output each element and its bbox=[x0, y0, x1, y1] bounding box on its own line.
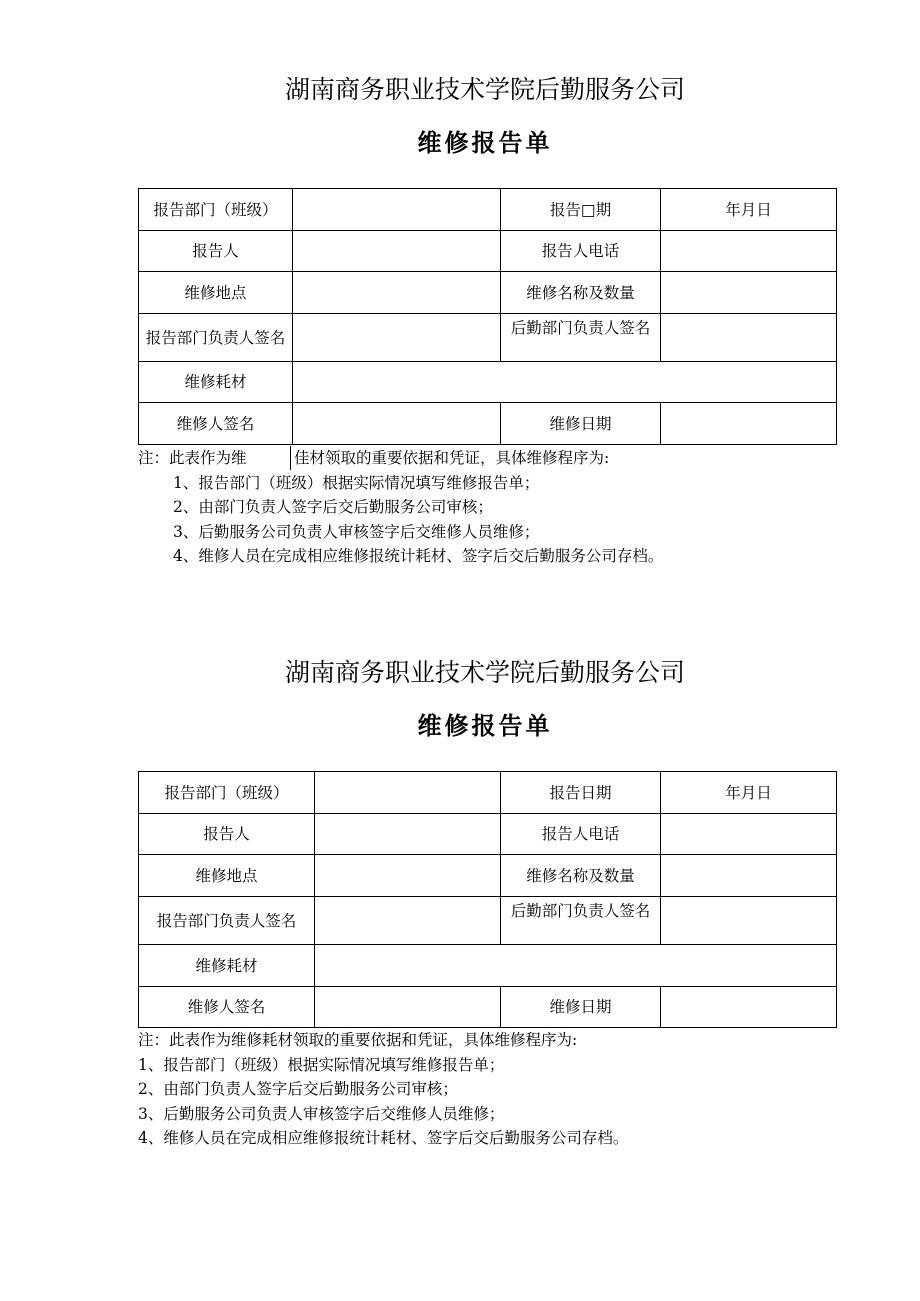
form-title: 维修报告单 bbox=[417, 128, 553, 157]
label-dept-head-signature: 报告部门负责人签名 bbox=[139, 314, 293, 362]
note-item: 2、由部门负责人签字后交后勤服务公司审核； bbox=[138, 1080, 458, 1098]
notes bbox=[138, 1028, 838, 1151]
label-repair-materials: 维修耗材 bbox=[139, 362, 293, 403]
label-dept-head-signature: 报告部门负责人签名 bbox=[139, 897, 315, 945]
field-report-date[interactable]: 年月日 bbox=[661, 189, 837, 231]
field-report-date[interactable]: 年月日 bbox=[661, 772, 837, 814]
note-item: 2、由部门负责人签字后交后勤服务公司审核； bbox=[173, 498, 493, 516]
table-row bbox=[139, 855, 837, 897]
field-repairer-signature[interactable] bbox=[315, 987, 501, 1028]
label-repairer-signature: 维修人签名 bbox=[139, 987, 315, 1028]
label-report-dept: 报告部门（班级） bbox=[139, 189, 293, 231]
field-repair-item-qty[interactable] bbox=[661, 855, 837, 897]
label-repair-materials: 维修耗材 bbox=[139, 945, 315, 987]
label-repair-item-qty: 维修名称及数量 bbox=[501, 272, 661, 314]
field-logistics-head-signature[interactable] bbox=[661, 897, 837, 945]
label-logistics-head-signature: 后勤部门负责人签名 bbox=[501, 897, 661, 945]
field-logistics-head-signature[interactable] bbox=[661, 314, 837, 362]
note-head: 注：此表作为维修耗材领取的重要依据和凭证，具体维修程序为: bbox=[138, 1031, 578, 1049]
field-repair-date[interactable] bbox=[661, 403, 837, 445]
field-reporter-phone[interactable] bbox=[661, 231, 837, 272]
table-row bbox=[139, 772, 837, 814]
label-report-dept: 报告部门（班级） bbox=[139, 772, 315, 814]
note-item: 1、报告部门（班级）根据实际情况填写维修报告单； bbox=[173, 473, 540, 492]
table-row bbox=[139, 231, 837, 272]
note-head: 注：此表作为维 佳材领取的重要依据和凭证，具体维修程序为: bbox=[138, 446, 838, 471]
label-repair-location: 维修地点 bbox=[139, 855, 315, 897]
label-repair-item-qty: 维修名称及数量 bbox=[501, 855, 661, 897]
label-repairer-signature: 维修人签名 bbox=[139, 403, 293, 445]
field-reporter[interactable] bbox=[293, 231, 501, 272]
label-report-date: 报告日期 bbox=[501, 772, 661, 814]
note-item: 1、报告部门（班级）根据实际情况填写维修报告单； bbox=[138, 1055, 505, 1074]
table-row bbox=[139, 314, 837, 362]
report-table bbox=[138, 188, 837, 445]
field-reporter-phone[interactable] bbox=[661, 814, 837, 855]
note-item: 4、维修人员在完成相应维修报统计耗材、签字后交后勤服务公司存档。 bbox=[138, 1129, 629, 1147]
table-row bbox=[139, 362, 837, 403]
table-row bbox=[139, 189, 837, 231]
note-item: 3、后勤服务公司负责人审核签字后交维修人员维修； bbox=[138, 1104, 505, 1123]
field-repair-materials[interactable] bbox=[315, 945, 837, 987]
table-row bbox=[139, 814, 837, 855]
note-item: 4、维修人员在完成相应维修报统计耗材、签字后交后勤服务公司存档。 bbox=[173, 547, 664, 565]
field-repair-date[interactable] bbox=[661, 987, 837, 1028]
field-report-dept[interactable] bbox=[315, 772, 501, 814]
label-reporter: 报告人 bbox=[139, 231, 293, 272]
company-title: 湖南商务职业技术学院后勤服务公司 bbox=[284, 658, 685, 687]
label-repair-location: 维修地点 bbox=[139, 272, 293, 314]
label-reporter-phone: 报告人电话 bbox=[501, 231, 661, 272]
report-table bbox=[138, 771, 837, 1028]
field-dept-head-signature[interactable] bbox=[293, 314, 501, 362]
label-reporter-phone: 报告人电话 bbox=[501, 814, 661, 855]
label-repair-date: 维修日期 bbox=[501, 987, 661, 1028]
label-logistics-head-signature: 后勤部门负责人签名 bbox=[501, 314, 661, 362]
table-row bbox=[139, 897, 837, 945]
field-repair-location[interactable] bbox=[293, 272, 501, 314]
field-repairer-signature[interactable] bbox=[293, 403, 501, 445]
field-repair-materials[interactable] bbox=[293, 362, 837, 403]
field-repair-location[interactable] bbox=[315, 855, 501, 897]
company-title: 湖南商务职业技术学院后勤服务公司 bbox=[284, 75, 685, 104]
table-row bbox=[139, 987, 837, 1028]
form-title: 维修报告单 bbox=[417, 711, 553, 740]
field-repair-item-qty[interactable] bbox=[661, 272, 837, 314]
table-row bbox=[139, 272, 837, 314]
label-report-date: 报告□期 bbox=[501, 189, 661, 231]
field-report-dept[interactable] bbox=[293, 189, 501, 231]
note-item: 3、后勤服务公司负责人审核签字后交维修人员维修； bbox=[173, 522, 540, 541]
label-reporter: 报告人 bbox=[139, 814, 315, 855]
field-reporter[interactable] bbox=[315, 814, 501, 855]
field-dept-head-signature[interactable] bbox=[315, 897, 501, 945]
table-row bbox=[139, 403, 837, 445]
table-row bbox=[139, 945, 837, 987]
label-repair-date: 维修日期 bbox=[501, 403, 661, 445]
notes bbox=[138, 446, 838, 569]
